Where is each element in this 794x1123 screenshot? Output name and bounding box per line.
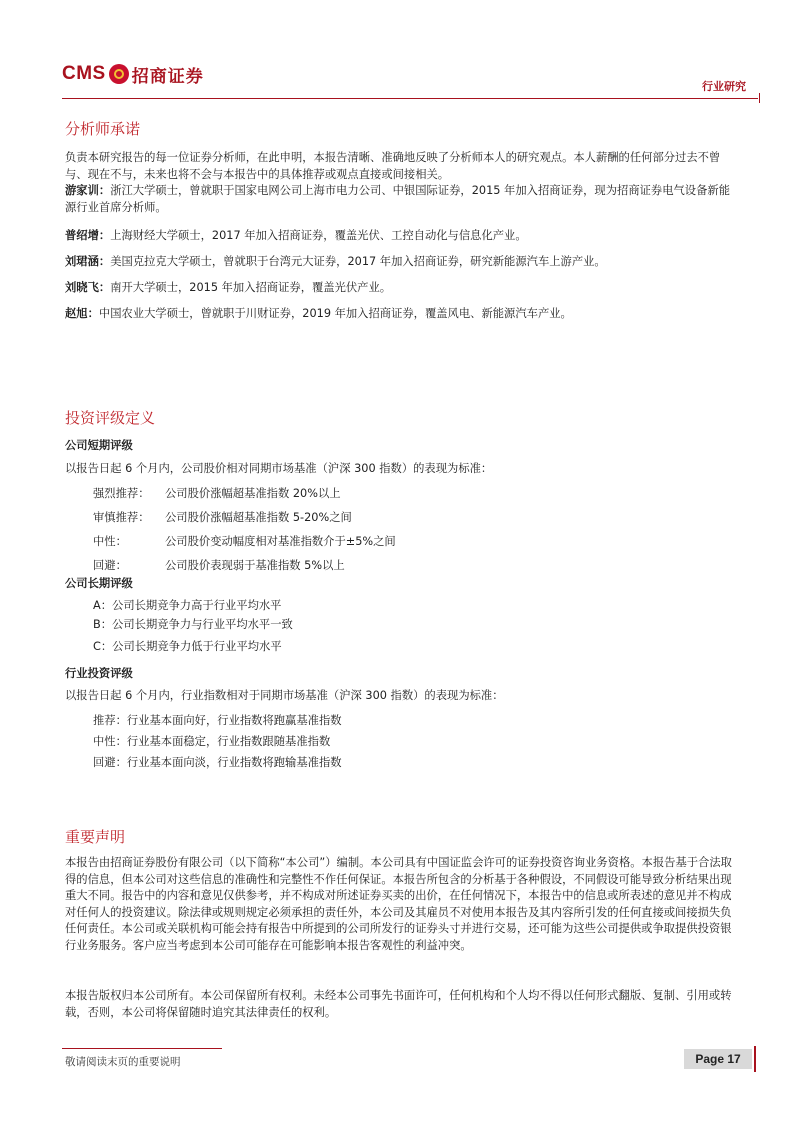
rating-label: 回避： <box>93 559 127 572</box>
rating-desc: 公司股价涨幅超基准指数 20%以上 <box>165 487 341 500</box>
analyst-entry <box>65 183 735 216</box>
analyst-intro: 负责本研究报告的每一位证券分析师，在此申明，本报告清晰、准确地反映了分析师本人的研究观点。本人薪酬的任何部分过去不曾与、现在不与，未来也将不会与本报告中的具体推荐或观点直接或间接相关。 <box>65 151 721 181</box>
rating-desc: 公司股价涨幅超基准指数 5-20%之间 <box>165 511 352 524</box>
copyright-paragraph: 本报告版权归本公司所有。本公司保留所有权利。未经本公司事先书面许可，任何机构和个人均不得以任何形式翻版、复制、引用或转载，否则，本公司将保留随时追究其法律责任的权利。 <box>65 989 732 1019</box>
analyst-name: 赵旭： <box>65 307 99 320</box>
analyst-name: 刘珺涵： <box>65 255 111 268</box>
rating-section-title: 投资评级定义 <box>65 409 156 427</box>
footer-divider <box>62 1048 222 1049</box>
industry-rating-intro: 以报告日起 6 个月内，行业指数相对于同期市场基准（沪深 300 指数）的表现为标准： <box>65 689 504 702</box>
footer-note: 敬请阅读末页的重要说明 <box>65 1056 181 1068</box>
rating-desc: 公司股价表现弱于基准指数 5%以上 <box>165 559 345 572</box>
analyst-name: 刘晓飞： <box>65 281 111 294</box>
long-term-rating-item: B：公司长期竞争力与行业平均水平一致 <box>93 618 293 631</box>
analyst-bio: 中国农业大学硕士，曾就职于川财证券，2019 年加入招商证券，覆盖风电、新能源汽车产业。 <box>98 307 572 320</box>
short-term-rating-item <box>93 485 341 501</box>
disclaimer-paragraph: 本报告由招商证券股份有限公司（以下简称“本公司”）编制。本公司具有中国证监会许可的证券投资咨询业务资格。本报告基于合法取得的信息，但本公司对这些信息的准确性和完整性不作任何保证。本报告所包含的分析基于各种假设，不同假设可能导致分析结果出现重大不同。报告中的内容和意见仅供参考，并不构成对所述证券买卖的出价，在任何情况下，本报告中的信息或所表述的意见并不构成对任何人的投资建议。除法律或规则规定必须承担的责任外，本公司及其雇员不对使用本报告及其内容所引发的任何直接或间接损失负任何责任。本公司或关联机构可能会持有报告中所提到的公司所发行的证券头寸并进行交易，还可能为这些公司提供或争取提供投资银行业务服务。客户应当考虑到本公司可能存在可能影响本报告客观性的利益冲突。 <box>65 856 732 952</box>
long-term-rating-item: A：公司长期竞争力高于行业平均水平 <box>93 599 282 612</box>
analyst-entry <box>65 280 735 297</box>
industry-rating-title: 行业投资评级 <box>65 667 133 680</box>
header-divider <box>62 98 758 99</box>
rating-label: 强烈推荐： <box>93 487 150 500</box>
short-term-rating-intro: 以报告日起 6 个月内，公司股价相对同期市场基准（沪深 300 指数）的表现为标准： <box>65 462 493 475</box>
analyst-name: 游家训： <box>65 184 111 197</box>
short-term-rating-title: 公司短期评级 <box>65 439 133 452</box>
analyst-entry <box>65 254 735 271</box>
rating-label: 中性： <box>93 535 127 548</box>
analyst-bio: 美国克拉克大学硕士，曾就职于台湾元大证券，2017 年加入招商证券，研究新能源汽车上游产业。 <box>110 255 606 268</box>
analyst-section-title: 分析师承诺 <box>65 120 141 138</box>
analyst-bio: 浙江大学硕士，曾就职于国家电网公司上海市电力公司、中银国际证券，2015 年加入招商证券，现为招商证券电气设备新能源行业首席分析师。 <box>65 184 730 214</box>
logo-mark-icon <box>109 64 129 84</box>
report-type-tag: 行业研究 <box>702 80 746 93</box>
logo-cms-text: CMS <box>62 63 106 84</box>
analyst-entry <box>65 228 735 245</box>
short-term-rating-item <box>93 557 345 573</box>
industry-rating-item: 回避：行业基本面向淡，行业指数将跑输基准指数 <box>93 756 342 769</box>
page-number: Page 17 <box>684 1049 752 1069</box>
analyst-entry <box>65 306 735 323</box>
page-number-bar <box>754 1046 756 1072</box>
short-term-rating-item <box>93 509 352 525</box>
analyst-bio: 南开大学硕士，2015 年加入招商证券，覆盖光伏产业。 <box>110 281 392 294</box>
disclaimer-section-title: 重要声明 <box>65 828 126 846</box>
long-term-rating-title: 公司长期评级 <box>65 577 133 590</box>
company-logo <box>62 62 204 86</box>
industry-rating-item: 推荐：行业基本面向好，行业指数将跑赢基准指数 <box>93 714 342 727</box>
short-term-rating-item <box>93 533 396 549</box>
rating-desc: 公司股价变动幅度相对基准指数介于±5%之间 <box>165 535 396 548</box>
industry-rating-item: 中性：行业基本面稳定，行业指数跟随基准指数 <box>93 735 331 748</box>
analyst-name: 普绍增： <box>65 229 111 242</box>
analyst-bio: 上海财经大学硕士，2017 年加入招商证券，覆盖光伏、工控自动化与信息化产业。 <box>110 229 527 242</box>
rating-label: 审慎推荐： <box>93 511 150 524</box>
logo-cn-text: 招商证券 <box>131 66 204 87</box>
long-term-rating-item: C：公司长期竞争力低于行业平均水平 <box>93 640 282 653</box>
